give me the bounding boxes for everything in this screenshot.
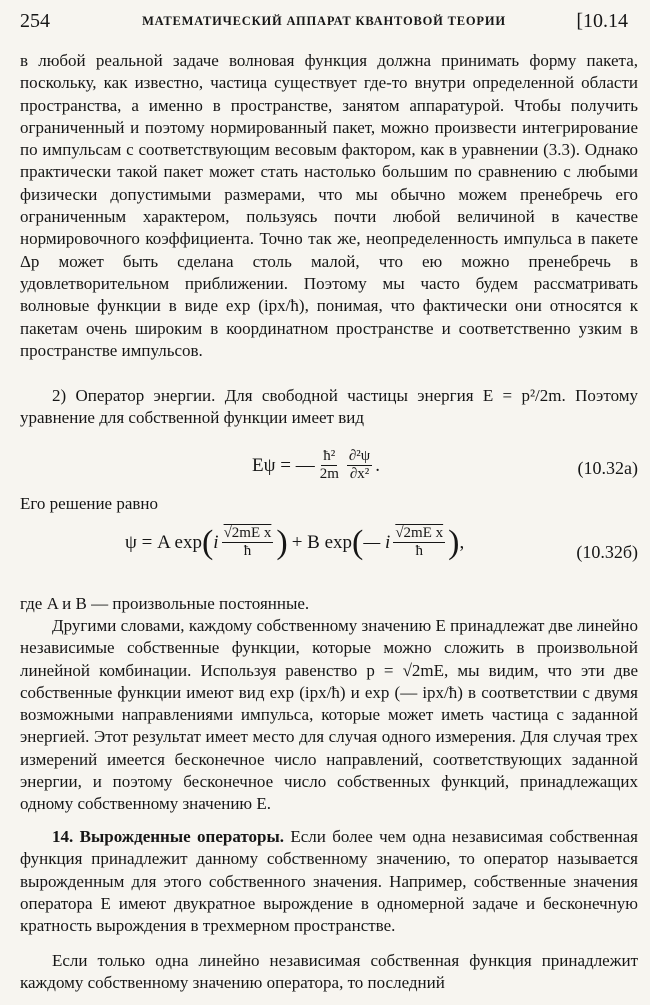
page-number: 254 (20, 10, 50, 32)
section-marker: [10.14 (576, 10, 628, 32)
paragraph-nondegenerate: Если только одна линейно независимая собственная функция принадлежит каждому собственному значению оператора, то последний (20, 951, 638, 993)
paragraph-energy-operator: 2) Оператор энергии. Для свободной частицы энергия E = p²/2m. Поэтому уравнение для собственной функции имеет вид (20, 386, 638, 428)
paragraph-wave-packet: в любой реальной задаче волновая функция должна принимать форму пакета, поскольку, как известно, частица существует где-то внутри определенной области пространства, а именно в пространстве, занятом аппаратурой. Чтобы получить ограниченный и поэтому нормированный пакет, можно произвести интегрирование по импульсам с соответствующим весовым фактором, как в уравнении (3.3). Однако практически такой пакет может стать настолько большим по сравнению с любыми физически допустимыми размерами, что мы обычно можем пренебречь его ограниченным характером, пользуясь почти любой величиной в качестве нормировочного коэффициента. Точно так же, неопределенность импульса в пакете Δp может быть сделана столь малой, что ею можно пренебречь в удовлетворительном приближении. Поэтому мы часто будем рассматривать волновые функции в виде exp (ipx/ħ), понимая, что фактически они относятся к пакетам очень широким в координатном пространстве и соответственно узким в пространстве импульсов. (20, 51, 638, 360)
running-title: МАТЕМАТИЧЕСКИЙ АППАРАТ КВАНТОВОЙ ТЕОРИИ (142, 14, 506, 28)
equation-10-32a: Eψ = — $\frac{\text{ħ²}}{2m}$ $\frac{\text{∂²ψ}}{\text{∂x²}}$ . (252, 448, 380, 482)
paragraph-degeneracy-example: Другими словами, каждому собственному значению E принадлежат две линейно независимые собственные функции, которые можно сложить в произвольной линейной комбинации. Используя равенство p = √2mE, мы видим, что эти две собственные функции имеют вид exp (ipx/ħ) и exp (— ipx/ħ) в соответствии с двумя возможными направлениями импульса, которые может иметь частица с заданной энергией. Этот результат имеет место для случая одного измерения. Для случая трех измерений имеется бесконечное число направлений, соответствующих заданной энергии, и поэтому бесконечное число собственных функций, принадлежащих одному собственному значению E. (20, 616, 638, 814)
paragraph-solution-intro: Его решение равно (20, 494, 159, 513)
paragraph-degenerate-operators: 14. Вырожденные операторы. Если более чем одна независимая собственная функция принадлежит данному собственному значению, то оператор называется вырожденным для этого собственного значения. Например, собственные значения оператора E имеют двукратное вырождение в одномерной задаче и бесконечную кратность вырождения в трехмерном пространстве. (20, 827, 638, 936)
equation-label-10-32a: (10.32а) (577, 458, 638, 478)
paragraph-constants: где A и B — произвольные постоянные. (20, 594, 310, 613)
running-header (20, 8, 628, 38)
equation-label-10-32b: (10.32б) (576, 542, 638, 562)
equation-10-32b: ψ = A exp ( i $\frac{\text{√2mE x}}{ħ}$ ) + B exp ( — i $\frac{\text{√2mE x}}{ħ}$ ) , (125, 523, 465, 561)
section-heading: 14. Вырожденные операторы. (52, 827, 284, 846)
